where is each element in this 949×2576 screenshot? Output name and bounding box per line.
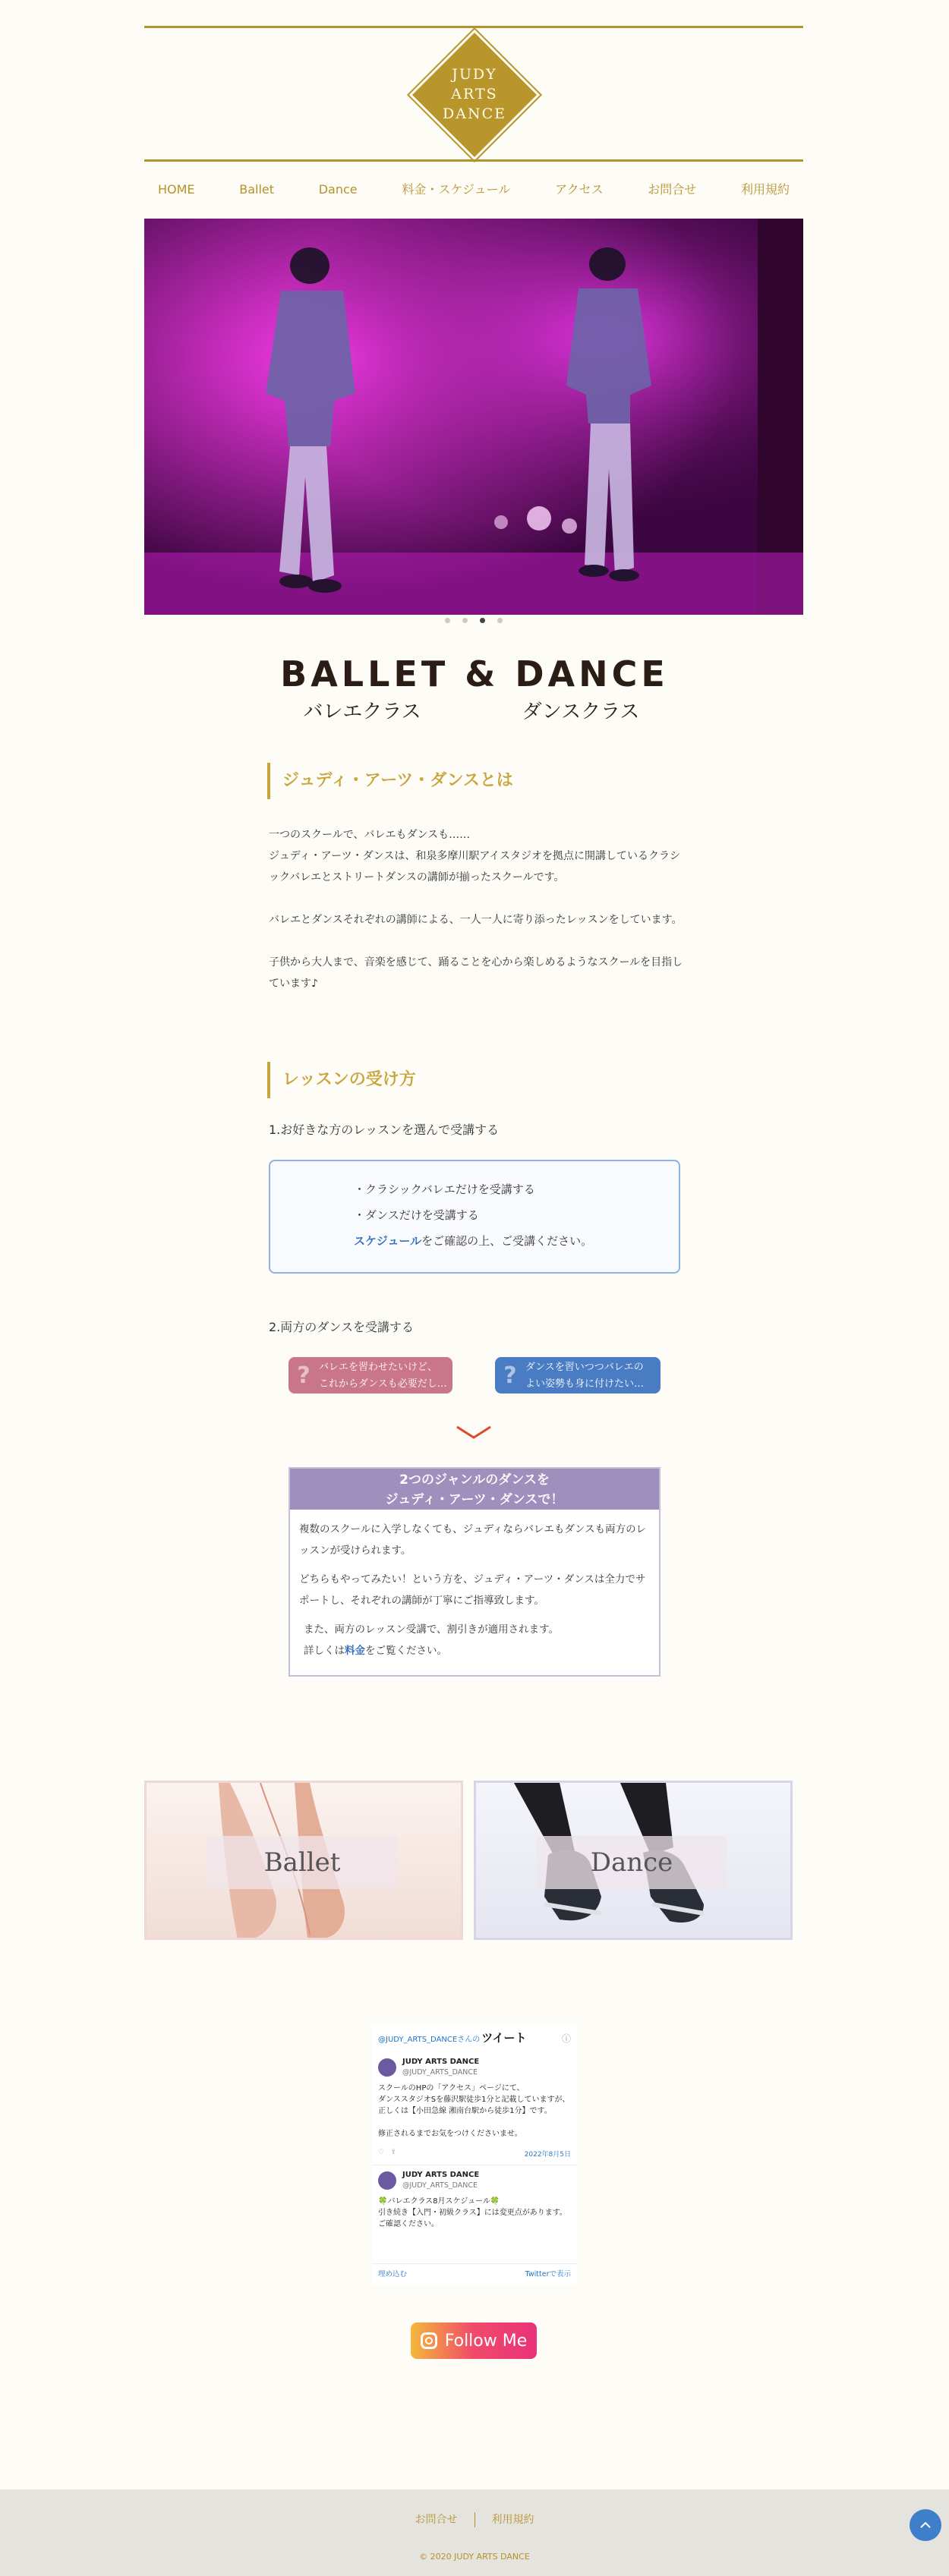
logo-line-1: JUDY xyxy=(452,66,497,83)
schedule-link[interactable]: スケジュール xyxy=(354,1234,422,1248)
chevron-down-icon xyxy=(454,1424,493,1442)
twitter-timeline-embed[interactable] xyxy=(372,2025,577,2285)
nav-item-terms[interactable]: 利用規約 xyxy=(740,182,790,197)
logo-line-3: DANCE xyxy=(443,105,506,122)
both-genres-title: 2つのジャンルのダンスを ジュディ・アーツ・ダンスで！ xyxy=(290,1469,659,1510)
single-lesson-item-dance: ・ダンスだけを受講する xyxy=(354,1208,479,1222)
instagram-icon xyxy=(421,2332,437,2349)
lesson-step-2: 2.両方のダンスを受講する xyxy=(269,1320,414,1334)
question-icon: ? xyxy=(297,1362,311,1389)
about-text xyxy=(269,824,686,1016)
nav-item-pricing-schedule[interactable]: 料金・スケジュール xyxy=(402,182,511,197)
header-top-rule xyxy=(144,26,803,28)
title-sub-dance: ダンスクラス xyxy=(522,701,640,723)
single-lesson-box xyxy=(269,1160,680,1274)
question-dance-button[interactable] xyxy=(495,1357,661,1393)
title-main: BALLET & DANCE xyxy=(280,654,669,694)
instagram-follow-button[interactable] xyxy=(411,2322,537,2359)
main-nav xyxy=(144,173,803,206)
both-genres-paragraph-1: 複数のスクールに入学しなくても、ジュディならバレエもダンスも両方のレッスンが受けられます。 xyxy=(299,1523,647,1557)
slider-dot-active[interactable] xyxy=(480,618,485,623)
twitter-header-handle[interactable]: @JUDY_ARTS_DANCEさんの xyxy=(378,2035,481,2044)
slider-dots xyxy=(439,618,509,625)
ballet-dance-title-graphic xyxy=(262,654,687,730)
like-and-share-icons[interactable]: ♡ ⇪ xyxy=(378,2149,397,2156)
back-to-top-button[interactable] xyxy=(910,2509,941,2541)
slider-dot[interactable] xyxy=(462,618,468,623)
question-dance-text: ダンスを習いつつバレエの よい姿勢も身に付けたい… xyxy=(525,1362,645,1390)
dance-card[interactable] xyxy=(474,1781,793,1940)
tweet-1[interactable] xyxy=(372,2052,577,2159)
chevron-up-icon xyxy=(919,2521,932,2529)
ballet-card-label: Ballet xyxy=(207,1836,397,1889)
tweet-1-author[interactable]: JUDY ARTS DANCE xyxy=(402,2058,480,2066)
pricing-note-post: をご覧ください。 xyxy=(365,1645,447,1657)
footer-links xyxy=(0,2511,949,2527)
info-icon[interactable]: ⓘ xyxy=(561,2033,571,2044)
hero-slider-image[interactable] xyxy=(144,219,803,615)
header-bottom-rule xyxy=(144,159,803,162)
question-ballet-text: バレエを習わせたいけど、 これからダンスも必要だし… xyxy=(319,1362,447,1390)
both-genres-box xyxy=(288,1467,661,1677)
about-paragraph-3: 子供から大人まで、音楽を感じて、踊ることを心から楽しめるようなスクールを目指しています♪ xyxy=(269,956,683,990)
slider-dot[interactable] xyxy=(497,618,503,623)
question-icon: ? xyxy=(503,1362,517,1389)
schedule-note-text: をご確認の上、ご受講ください。 xyxy=(421,1234,593,1248)
nav-item-dance[interactable]: Dance xyxy=(318,182,358,197)
both-genres-paragraph-4 xyxy=(304,1640,650,1661)
footer xyxy=(0,2489,949,2576)
avatar[interactable] xyxy=(378,2171,396,2190)
nav-item-contact[interactable]: お問合せ xyxy=(648,182,697,197)
tweet-2-author[interactable]: JUDY ARTS DANCE xyxy=(402,2171,480,2179)
schedule-note xyxy=(354,1228,679,1254)
footer-link-contact[interactable]: お問合せ xyxy=(415,2514,458,2526)
both-genres-body xyxy=(290,1510,659,1661)
logo-line-2: ARTS xyxy=(451,86,498,102)
footer-separator xyxy=(474,2512,475,2527)
question-ballet-button[interactable] xyxy=(288,1357,452,1393)
both-genres-paragraph-2: どちらもやってみたい！という方を、ジュディ・アーツ・ダンスは全力でサポートし、それぞれの講師が丁寧にご指導致します。 xyxy=(299,1573,646,1607)
view-on-twitter-link[interactable]: Twitterで表示 xyxy=(525,2270,571,2278)
tweet-1-date[interactable]: 2022年8月5日 xyxy=(524,2151,571,2159)
nav-item-access[interactable]: アクセス xyxy=(555,182,604,197)
twitter-header xyxy=(372,2025,577,2052)
avatar[interactable] xyxy=(378,2058,396,2077)
tweet-2-handle[interactable]: @JUDY_ARTS_DANCE xyxy=(402,2181,478,2190)
nav-item-ballet[interactable]: Ballet xyxy=(239,182,275,197)
site-logo[interactable] xyxy=(410,30,539,159)
twitter-header-title: ツイート xyxy=(481,2030,527,2045)
logo-text xyxy=(410,65,539,124)
title-sub-ballet: バレエクラス xyxy=(303,701,421,723)
nav-item-home[interactable]: HOME xyxy=(158,182,195,197)
ballet-card[interactable] xyxy=(144,1781,463,1940)
tweet-1-text: スクールのHPの「アクセス」ページにて、 ダンススタジオSを藤沢駅徒歩1分と記載していますが、正しくは【小田急線 湘南台駅から徒歩1分】です。 修正されるまでお気をつけくださいませ。 xyxy=(378,2084,570,2138)
pricing-note-pre: 詳しくは xyxy=(304,1645,345,1657)
tweet-1-handle[interactable]: @JUDY_ARTS_DANCE xyxy=(402,2068,478,2077)
both-genres-paragraph-3: また、両方のレッスン受講で、割引きが適用されます。 xyxy=(304,1623,560,1636)
twitter-footer xyxy=(372,2263,577,2285)
instagram-follow-label: Follow Me xyxy=(444,2331,528,2351)
copyright: © 2020 JUDY ARTS DANCE xyxy=(419,2552,530,2562)
single-lesson-item-ballet: ・クラシックバレエだけを受講する xyxy=(354,1183,535,1196)
tweet-1-meta xyxy=(378,2149,571,2159)
about-paragraph-2: バレエとダンスそれぞれの講師による、一人一人に寄り添ったレッスンをしています。 xyxy=(269,914,683,926)
lessons-heading: レッスンの受け方 xyxy=(267,1062,692,1098)
tweet-2[interactable] xyxy=(372,2165,577,2230)
pricing-link[interactable]: 料金 xyxy=(345,1645,365,1657)
tweet-2-text: 🍀バレエクラス8月スケジュール🍀 引き続き【入門・初級クラス】には変更点があります。 ご確認ください。 xyxy=(378,2197,567,2228)
hero-photo-dancers xyxy=(144,219,803,615)
lesson-step-1: 1.お好きな方のレッスンを選んで受講する xyxy=(269,1123,500,1137)
about-heading: ジュディ・アーツ・ダンスとは xyxy=(267,763,692,799)
about-line-1b: ジュディ・アーツ・ダンスは、和泉多摩川駅アイスタジオを拠点に開講しているクラシックバレエとストリートダンスの講師が揃ったスクールです。 xyxy=(269,850,680,883)
dance-card-label: Dance xyxy=(537,1836,727,1889)
about-line-1: 一つのスクールで、バレエもダンスも…… xyxy=(269,829,471,841)
footer-link-terms[interactable]: 利用規約 xyxy=(491,2514,534,2526)
embed-link[interactable]: 埋め込む xyxy=(378,2270,408,2278)
slider-dot[interactable] xyxy=(445,618,450,623)
